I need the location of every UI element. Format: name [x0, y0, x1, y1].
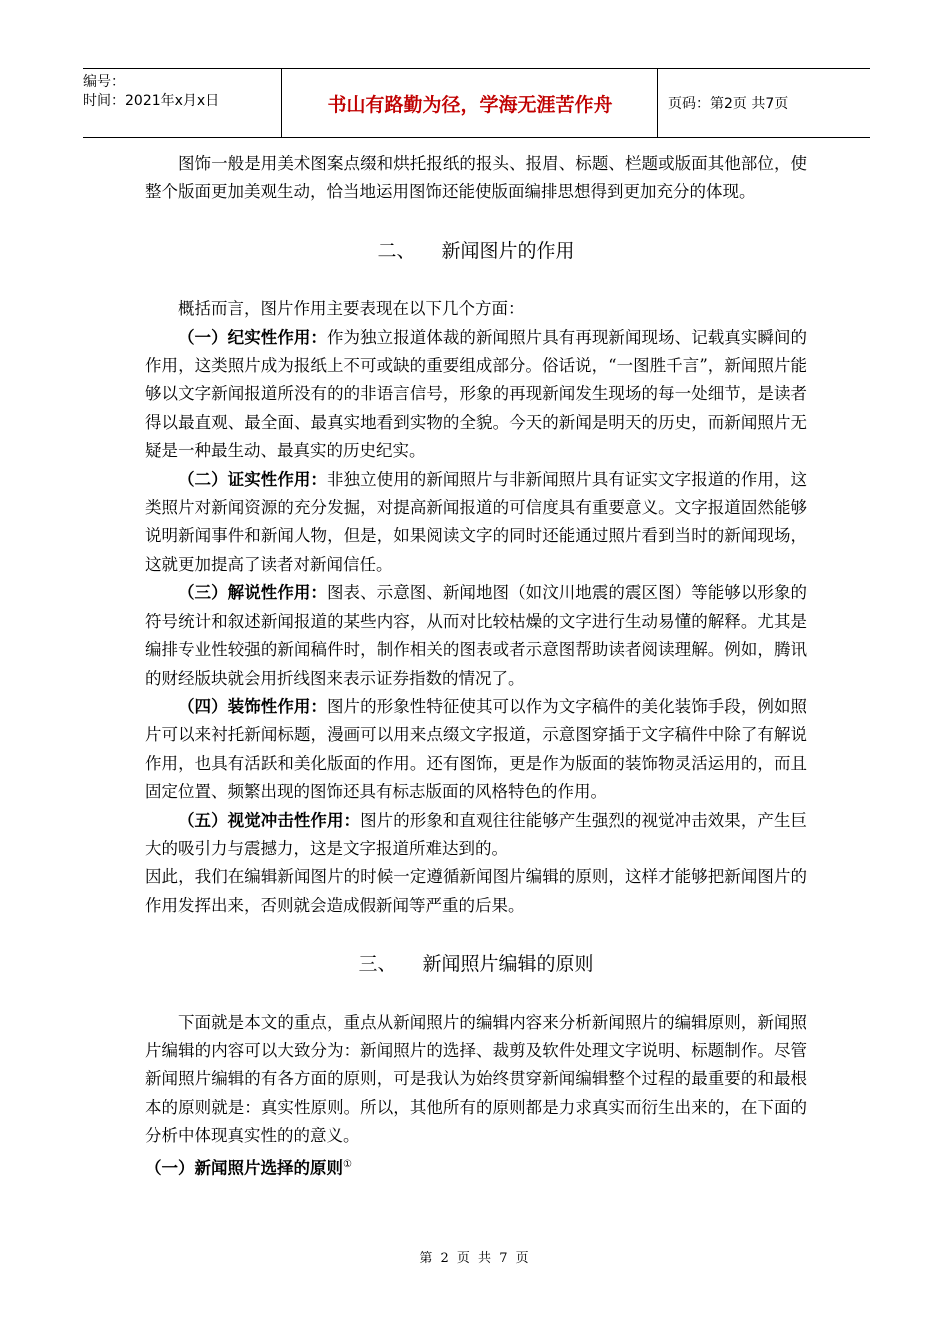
time-label: 时间：2021年x月x日 [83, 93, 220, 109]
section-3-title: 新闻照片编辑的原则 [422, 953, 594, 976]
item-label: （五）视觉冲击性作用： [178, 810, 361, 830]
section-3-number: 三、 [358, 953, 397, 976]
section-2-conclusion: 因此，我们在编辑新闻图片的时候一定遵循新闻图片编辑的原则，这样才能够把新闻图片的作用发挥出来，否则就会造成假新闻等严重的后果。 [145, 867, 807, 915]
list-item [145, 324, 807, 466]
item-label: （二）证实性作用： [178, 469, 327, 489]
header-table [83, 68, 870, 138]
page-footer: 第 2 页 共 7 页 [419, 1251, 531, 1266]
item-text: 图片的形象性特征使其可以作为文字稿件的美化装饰手段，例如照片可以来衬托新闻标题，漫画可以用来点缀文字报道，示意图穿插于文字稿件中除了有解说作用，也具有活跃和美化版面的作用。还有图饰，更是作为版面的装饰物灵活运用的，而且固定位置、频繁出现的图饰还具有标志版面的风格特色的作用。 [145, 696, 808, 802]
section-2-title: 新闻图片的作用 [441, 239, 575, 262]
section-2-heading [145, 237, 807, 265]
item-text: 图表、示意图、新闻地图（如汶川地震的震区图）等能够以形象的符号统计和叙述新闻报道的某些内容，从而对比较枯燥的文字进行生动易懂的解释。尤其是编排专业性较强的新闻稿件时，制作相关的图表或者示意图帮助读者阅读理解。例如，腾讯的财经版块就会用折线图来表示证券指数的情况了。 [145, 583, 808, 688]
item-label: （四）装饰性作用： [178, 696, 327, 716]
list-item [145, 466, 807, 580]
list-item [145, 579, 807, 693]
section-3-heading [145, 950, 807, 978]
header-meta-cell [83, 69, 282, 137]
item-label: （三）解说性作用： [178, 583, 327, 603]
intro-paragraph: 图饰一般是用美术图案点缀和烘托报纸的报头、报眉、标题、栏题或版面其他部位，使整个版面更加美观生动，恰当地运用图饰还能使版面编排思想得到更加充分的体现。 [145, 154, 807, 202]
item-text: 非独立使用的新闻照片与非新闻照片具有证实文字报道的作用，这类照片对新闻资源的充分发掘，对提高新闻报道的可信度具有重要意义。文字报道固然能够说明新闻事件和新闻人物，但是，如果阅读文字的同时还能通过照片看到当时的新闻现场，这就更加提高了读者对新闻信任。 [145, 469, 808, 574]
footnote-mark: ① [343, 1158, 352, 1170]
motto: 书山有路勤为径，学海无涯苦作舟 [283, 69, 658, 137]
page-info: 页码：第2页 共7页 [668, 96, 789, 112]
item-text: 作为独立报道体裁的新闻照片具有再现新闻现场、记载真实瞬间的作用，这类照片成为报纸上不可或缺的重要组成部分。俗话说，“一图胜千言”，新闻照片能够以文字新闻报道所没有的的非语言信号，形象的再现新闻发生现场的每一处细节，是读者得以最直观、最全面、最真实地看到实物的全貌。今天的新闻是明天的历史，而新闻照片无疑是一种最生动、最真实的历史纪实。 [145, 327, 808, 461]
section-2-lead: 概括而言，图片作用主要表现在以下几个方面： [178, 299, 525, 319]
list-item [145, 807, 807, 864]
number-label: 编号： [83, 74, 125, 90]
section-3-subheading [145, 1151, 807, 1183]
document-body [145, 150, 807, 1183]
list-item [145, 693, 807, 807]
item-text: 图片的形象和直观往往能够产生强烈的视觉冲击效果，产生巨大的吸引力与震撼力，这是文字报道所难达到的。 [145, 810, 808, 858]
section-3-paragraph: 下面就是本文的重点，重点从新闻照片的编辑内容来分析新闻照片的编辑原则，新闻照片编辑的内容可以大致分为：新闻照片的选择、裁剪及软件处理文字说明、标题制作。尽管新闻照片编辑的有各方面的原则，可是我认为始终贯穿新闻编辑整个过程的最重要的和最根本的原则就是：真实性原则。所以，其他所有的原则都是力求真实而衍生出来的，在下面的分析中体现真实性的的意义。 [145, 1012, 807, 1146]
section-2-number: 二、 [377, 239, 416, 262]
subheading-text: （一）新闻照片选择的原则 [145, 1158, 343, 1178]
item-label: （一）纪实性作用： [178, 327, 327, 347]
